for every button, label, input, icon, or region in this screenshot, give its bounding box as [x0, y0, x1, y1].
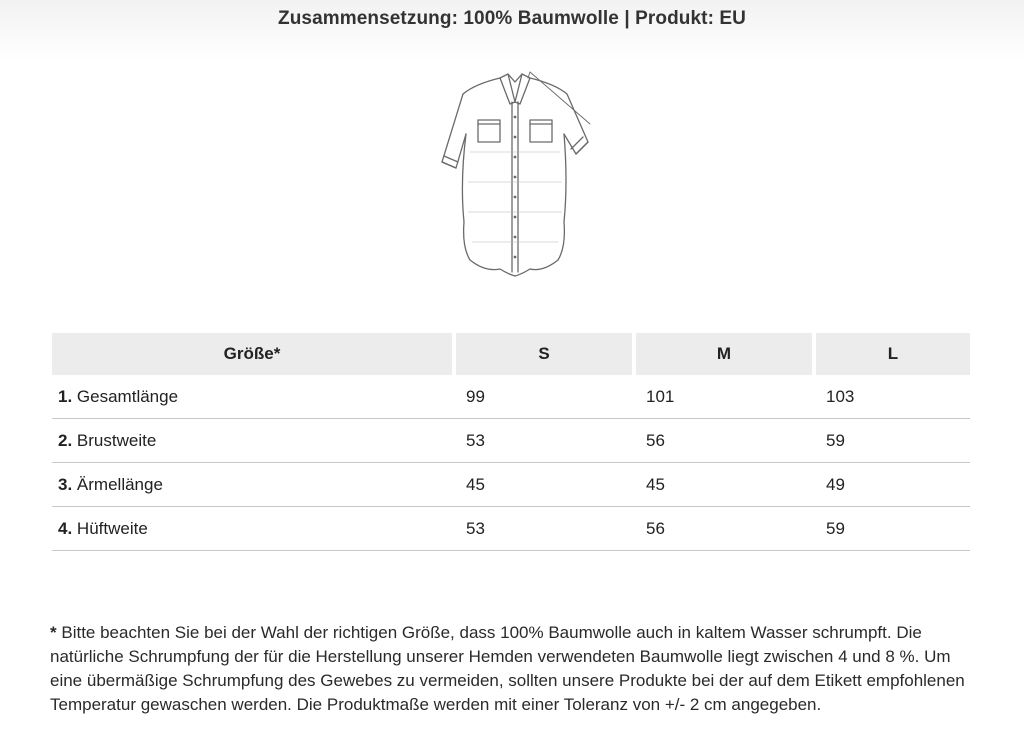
row-label-text: Ärmellänge [76, 474, 163, 494]
table-row [52, 463, 970, 507]
row-number: 4. [58, 518, 73, 538]
footnote-text: Bitte beachten Sie bei der Wahl der richtigen Größe, dass 100% Baumwolle auch in kaltem Wasser schrumpft. Die natürliche Schrumpfung der für die Herstellung unserer Hemden verwendeten Baumwolle liegt zwischen 4 und 8 %. Um eine übermäßige Schrumpfung des Gewebes zu vermeiden, sollten unsere Produkte bei der auf dem Etikett empfohlenen Temperatur gewaschen werden. Die Produktmaße werden mit einer Toleranz von +/- 2 cm angegeben. [50, 623, 965, 714]
size-table [52, 333, 970, 551]
row-label [52, 375, 456, 419]
row-label [52, 463, 456, 507]
cell-m: 56 [636, 419, 816, 463]
header-l: L [816, 333, 970, 375]
row-label-text: Brustweite [76, 430, 157, 450]
shirt-dress-sketch-icon [430, 62, 600, 297]
row-label-text: Gesamtlänge [76, 386, 179, 406]
header-m: M [636, 333, 816, 375]
row-label [52, 507, 456, 551]
cell-s: 45 [456, 463, 636, 507]
cell-m: 101 [636, 375, 816, 419]
table-row [52, 419, 970, 463]
cell-m: 45 [636, 463, 816, 507]
cell-l: 59 [816, 419, 970, 463]
size-table-header [52, 333, 970, 375]
header-s: S [456, 333, 636, 375]
cell-m: 56 [636, 507, 816, 551]
cell-l: 103 [816, 375, 970, 419]
row-label [52, 419, 456, 463]
cell-s: 53 [456, 419, 636, 463]
footnote-asterisk: * [50, 623, 57, 642]
table-row [52, 507, 970, 551]
cell-l: 59 [816, 507, 970, 551]
cell-s: 53 [456, 507, 636, 551]
page-heading: Zusammensetzung: 100% Baumwolle | Produkt: EU [277, 8, 746, 29]
size-footnote [50, 621, 980, 717]
cell-l: 49 [816, 463, 970, 507]
row-label-text: Hüftweite [76, 518, 148, 538]
row-number: 1. [58, 386, 73, 406]
header-size: Größe* [52, 333, 456, 375]
table-row [52, 375, 970, 419]
row-number: 3. [58, 474, 73, 494]
cell-s: 99 [456, 375, 636, 419]
row-number: 2. [58, 430, 73, 450]
